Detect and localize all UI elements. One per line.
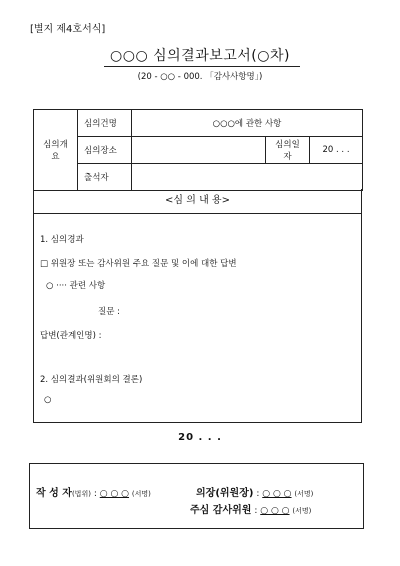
writer-name: ○ ○ ○ — [99, 489, 130, 499]
question-label: 질문 : — [98, 307, 120, 317]
title-underline — [104, 66, 300, 67]
auditor-seal: (서명) — [292, 507, 312, 515]
section1-title: 1. 심의경과 — [40, 235, 84, 245]
auditor-label: 주심 감사위원 — [190, 505, 252, 516]
signature-box — [29, 463, 364, 529]
overview-group-label: 심의개요 — [34, 110, 78, 191]
auditor-signature-line — [190, 501, 311, 516]
place-value — [132, 137, 266, 164]
attendee-label: 출석자 — [78, 164, 132, 191]
writer-role: (법위) — [71, 490, 91, 498]
auditor-colon: : — [254, 506, 258, 516]
answer-label: 답변(관계인명) : — [40, 331, 102, 341]
chair-name: ○ ○ ○ — [262, 489, 292, 499]
writer-colon: : — [93, 489, 97, 499]
writer-signature-line — [36, 484, 151, 499]
writer-seal: (서명) — [131, 490, 151, 498]
attendee-value — [132, 164, 363, 191]
chair-label: 의장(위원장) — [196, 488, 254, 499]
report-date: 20 . . . — [178, 432, 222, 443]
subject-value: ○○○에 관한 사항 — [132, 110, 363, 137]
section2-title: 2. 심의결과(위원회의 결론) — [40, 375, 143, 385]
auditor-name: ○ ○ ○ — [260, 506, 290, 516]
form-number: [별지 제4호서식] — [30, 24, 106, 35]
document-title: ○○○ 심의결과보고서(○차) — [110, 48, 290, 64]
chair-seal: (서명) — [294, 490, 314, 498]
date-label: 심의일자 — [266, 137, 310, 164]
place-label: 심의장소 — [78, 137, 132, 164]
document-subtitle: (20 - ○○ - 000. 「감사사항명」) — [137, 72, 263, 82]
content-header: <심 의 내 용> — [34, 189, 361, 214]
section1-item: □ 위원장 또는 감사위원 주요 질문 및 이에 대한 답변 — [40, 259, 237, 269]
content-box — [33, 189, 362, 423]
overview-table — [33, 109, 363, 191]
chair-colon: : — [256, 489, 260, 499]
chair-signature-line — [196, 484, 313, 499]
writer-label: 작 성 자 — [36, 488, 72, 499]
section2-bullet: ○ — [44, 395, 52, 405]
section1-sub: ○ ···· 관련 사항 — [46, 281, 106, 291]
subject-label: 심의건명 — [78, 110, 132, 137]
date-value: 20 . . . — [310, 137, 363, 164]
